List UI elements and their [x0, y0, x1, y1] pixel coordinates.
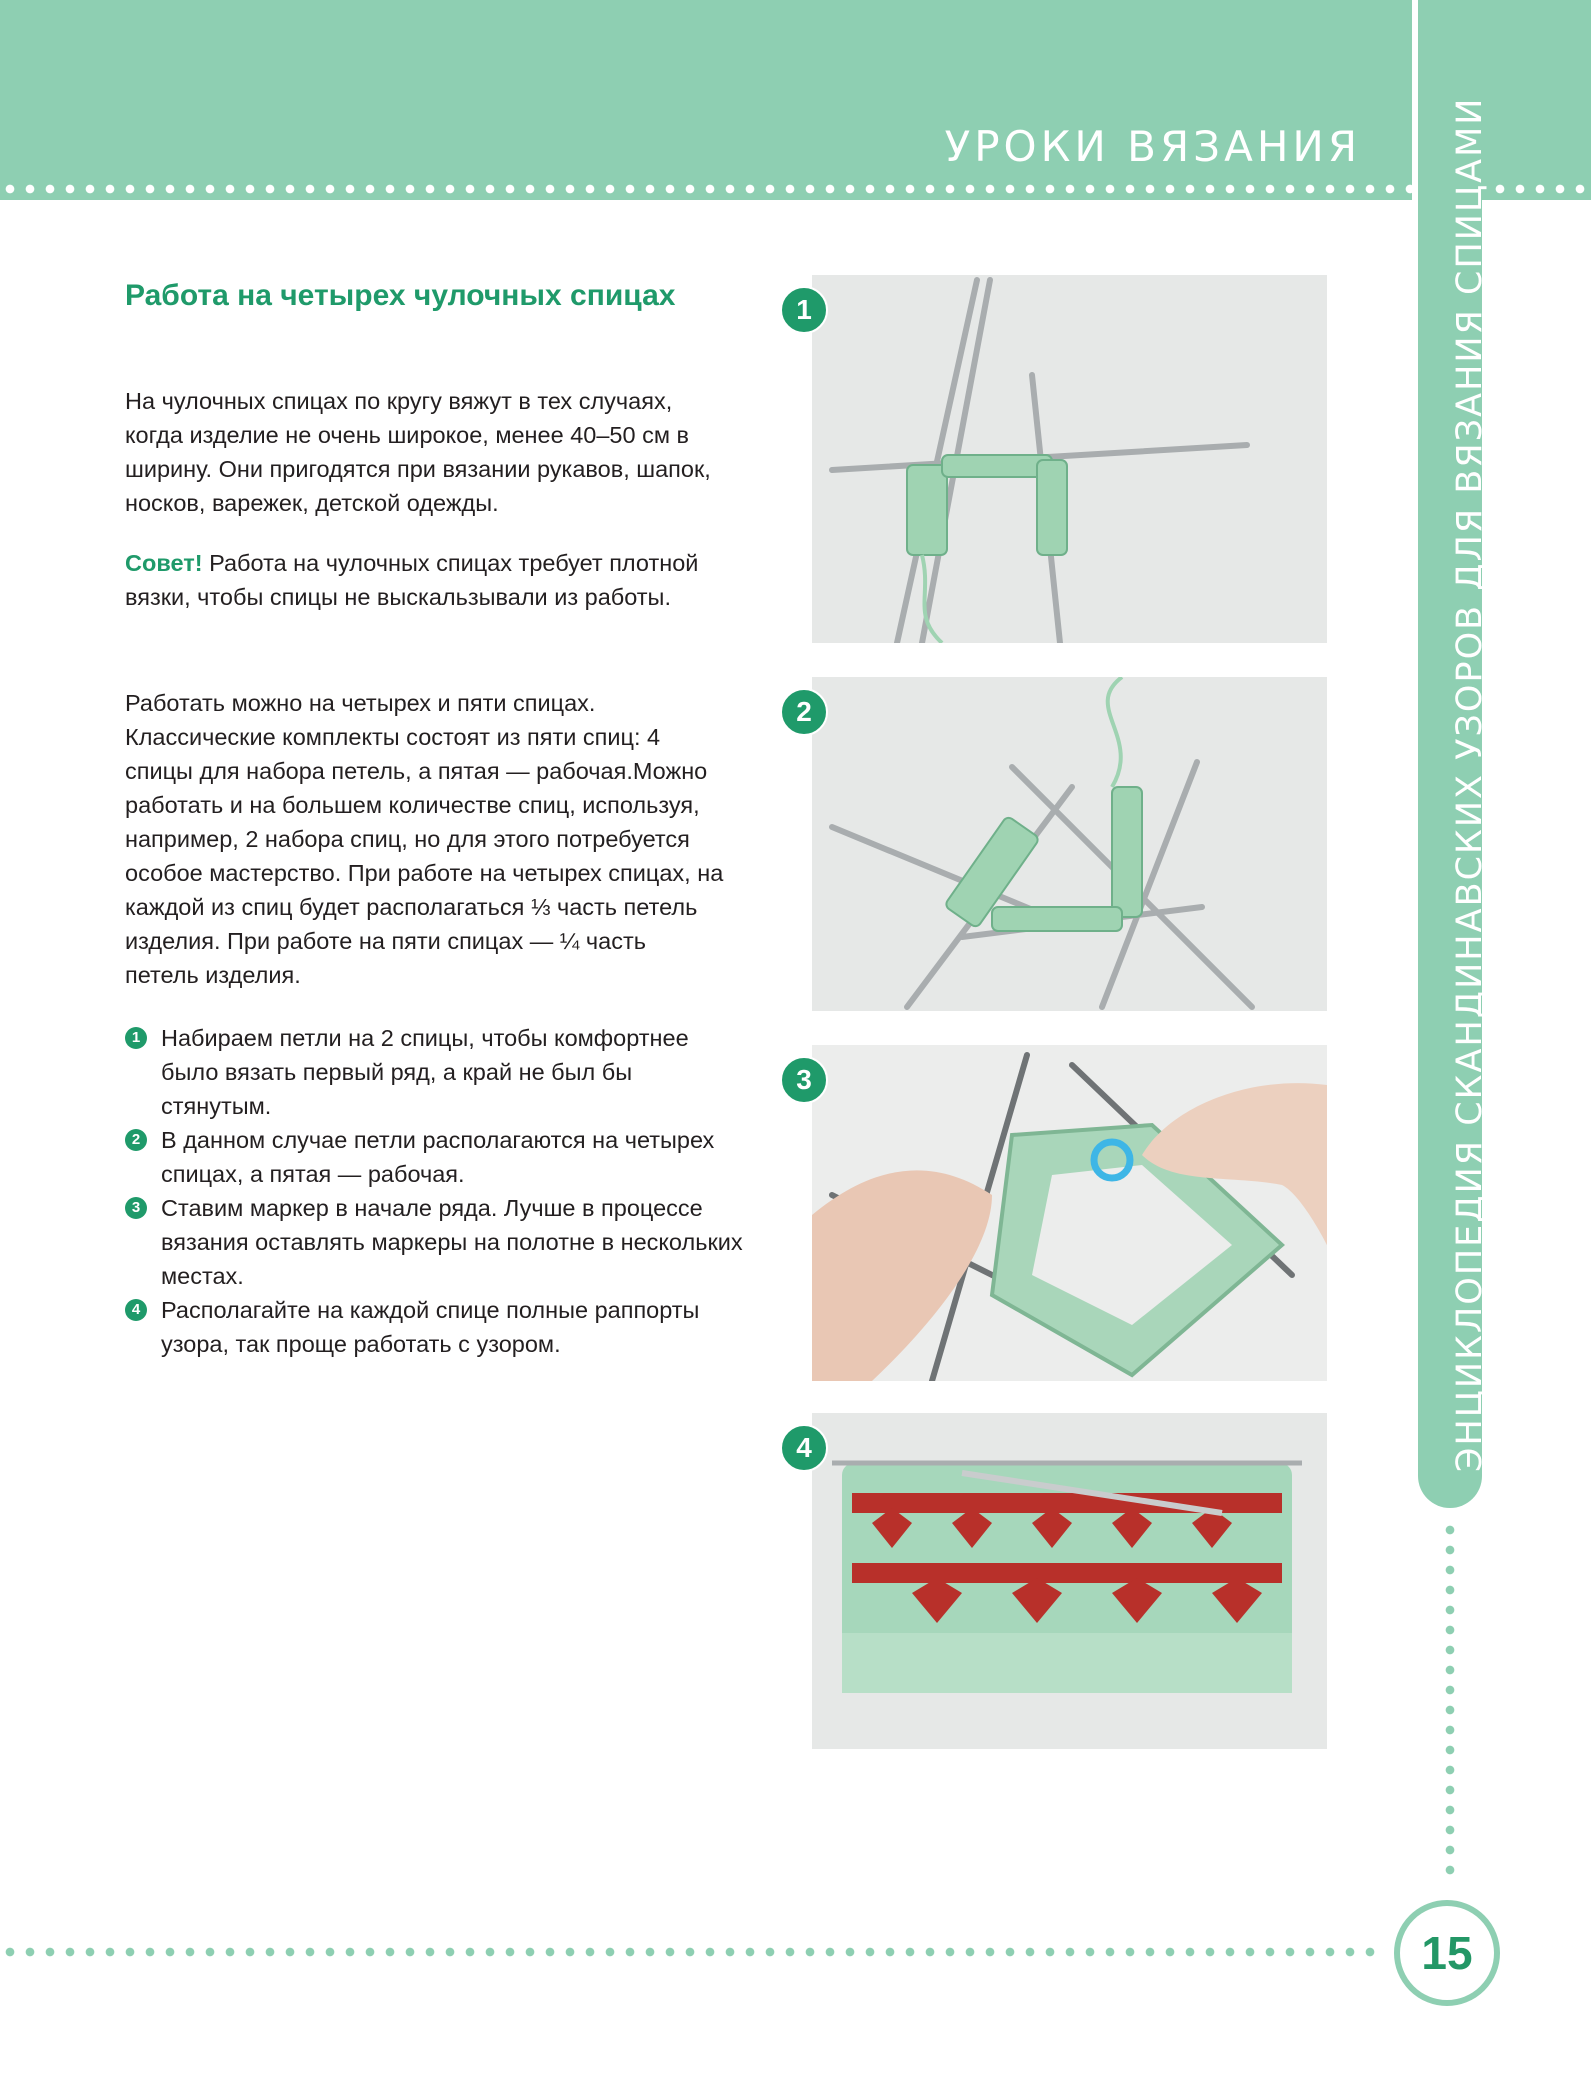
intro-paragraph: На чулочных спицах по кругу вяжут в тех случаях, когда изделие не очень широкое, менее 40–50 см в ширину. Они пригодятся при вязании рукавов, шапок, носков, варежек, детской одежды.	[125, 388, 711, 516]
header-title: УРОКИ ВЯЗАНИЯ	[944, 122, 1361, 171]
photo-badge-3: 3	[780, 1056, 828, 1104]
list-item	[125, 1021, 745, 1123]
steps-list	[125, 1021, 745, 1361]
section-heading: Работа на четырех чулочных спицах	[125, 279, 676, 312]
step-number: 3	[125, 1197, 147, 1219]
photo-3-illustration	[812, 1045, 1327, 1381]
tip-label: Совет!	[125, 550, 203, 576]
step-text: Располагайте на каждой спице полные раппорты узора, так проще работать с узором.	[161, 1297, 700, 1357]
step-number: 2	[125, 1129, 147, 1151]
sidebar-title: ЭНЦИКЛОПЕДИЯ СКАНДИНАВСКИХ УЗОРОВ ДЛЯ ВЯЗАНИЯ СПИЦАМИ	[1450, 96, 1490, 1472]
step-number: 1	[125, 1027, 147, 1049]
photo-step-4	[812, 1413, 1327, 1749]
list-item	[125, 1293, 745, 1361]
step-text: Ставим маркер в начале ряда. Лучше в процессе вязания оставлять маркеры на полотне в нескольких местах.	[161, 1195, 743, 1289]
photo-4-illustration	[812, 1413, 1327, 1749]
photo-1-illustration	[812, 275, 1327, 643]
photo-badge-2: 2	[780, 688, 828, 736]
photo-2-illustration	[812, 677, 1327, 1011]
photo-badge-1: 1	[780, 286, 828, 334]
tip-paragraph	[125, 546, 725, 614]
list-item	[125, 1123, 745, 1191]
page-number: 15	[1394, 1900, 1500, 2006]
photo-step-3	[812, 1045, 1327, 1381]
photo-badge-4: 4	[780, 1424, 828, 1472]
sidebar-dots	[1445, 1520, 1455, 1880]
header-dots-row	[0, 184, 1412, 194]
step-number: 4	[125, 1299, 147, 1321]
tip-text: Работа на чулочных спицах требует плотной вязки, чтобы спицы не выскальзывали из работы.	[125, 550, 699, 610]
header-right-band	[1482, 0, 1591, 200]
step-text: Набираем петли на 2 спицы, чтобы комфортнее было вязать первый ряд, а край не был бы стянутым.	[161, 1025, 689, 1119]
footer-dots	[0, 1947, 1380, 1957]
body-paragraph: Работать можно на четырех и пяти спицах. Классические комплекты состоят из пяти спиц: 4 спицы для набора петель, а пятая — рабочая.Можно работать и на большем количестве спиц, используя, например, 2 набора спиц, но для этого потребуется особое мастерство. При работе на четырех спицах, на каждой из спиц будет располагаться ⅓ часть петель изделия. При работе на пяти спицах — ¼ часть петель изделия.	[125, 690, 724, 988]
step-text: В данном случае петли располагаются на четырех спицах, а пятая — рабочая.	[161, 1127, 715, 1187]
header-dots-row-right	[1490, 184, 1591, 194]
list-item	[125, 1191, 745, 1293]
photo-step-1	[812, 275, 1327, 643]
photo-step-2	[812, 677, 1327, 1011]
